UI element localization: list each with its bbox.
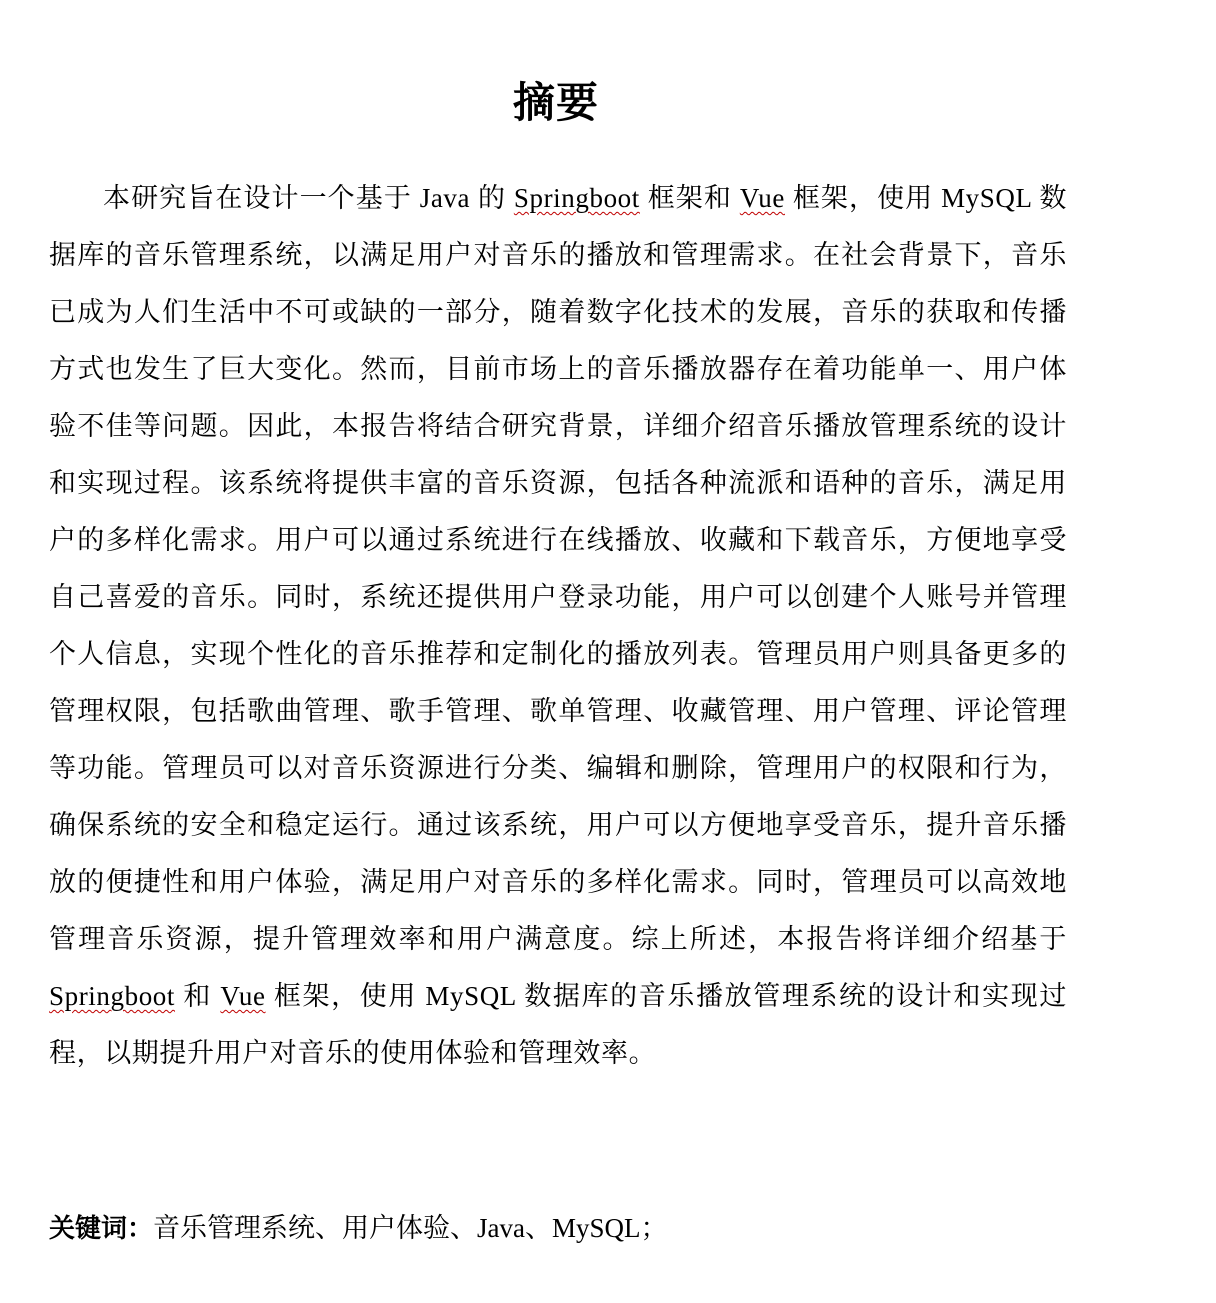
spellcheck-word-springboot-2: Springboot: [49, 981, 176, 1011]
abstract-text-4: 和: [175, 981, 221, 1011]
keywords-label: 关键词：: [49, 1214, 154, 1244]
abstract-text-2: 框架和: [639, 183, 740, 213]
abstract-text-1: 本研究旨在设计一个基于 Java 的: [103, 183, 514, 213]
abstract-text-3: 框架，使用 MySQL 数据库的音乐管理系统，以满足用户对音乐的播放和管理需求。在社会背景下，音乐已成为人们生活中不可或缺的一部分，随着数字化技术的发展，音乐的获取和传播方式也发生了巨大变化。然而，目前市场上的音乐播放器存在着功能单一、用户体验不佳等问题。因此，本报告将结合研究背景，详细介绍音乐播放管理系统的设计和实现过程。该系统将提供丰富的音乐资源，包括各种流派和语种的音乐，满足用户的多样化需求。用户可以通过系统进行在线播放、收藏和下载音乐，方便地享受自己喜爱的音乐。同时，系统还提供用户登录功能，用户可以创建个人账号并管理个人信息，实现个性化的音乐推荐和定制化的播放列表。管理员用户则具备更多的管理权限，包括歌曲管理、歌手管理、歌单管理、收藏管理、用户管理、评论管理等功能。管理员可以对音乐资源进行分类、编辑和删除，管理用户的权限和行为，确保系统的安全和稳定运行。通过该系统，用户可以方便地享受音乐，提升音乐播放的便捷性和用户体验，满足用户对音乐的多样化需求。同时，管理员可以高效地管理音乐资源，提升管理效率和用户满意度。综上所述，本报告将详细介绍基于: [49, 183, 1068, 954]
spellcheck-word-vue: Vue: [739, 183, 785, 213]
spellcheck-word-vue-2: Vue: [220, 981, 266, 1011]
abstract-paragraph: [49, 170, 1067, 1082]
abstract-text-5: 框架，使用 MySQL 数据库的音乐播放管理系统的设计和实现过程，以期提升用户对音乐的使用体验和管理效率。: [49, 981, 1067, 1068]
spellcheck-word-springboot: Springboot: [513, 183, 640, 213]
keywords-value: 音乐管理系统、用户体验、Java、MySQL；: [153, 1213, 668, 1243]
abstract-title: 摘要: [512, 78, 599, 128]
keywords-line: [49, 1203, 1067, 1254]
